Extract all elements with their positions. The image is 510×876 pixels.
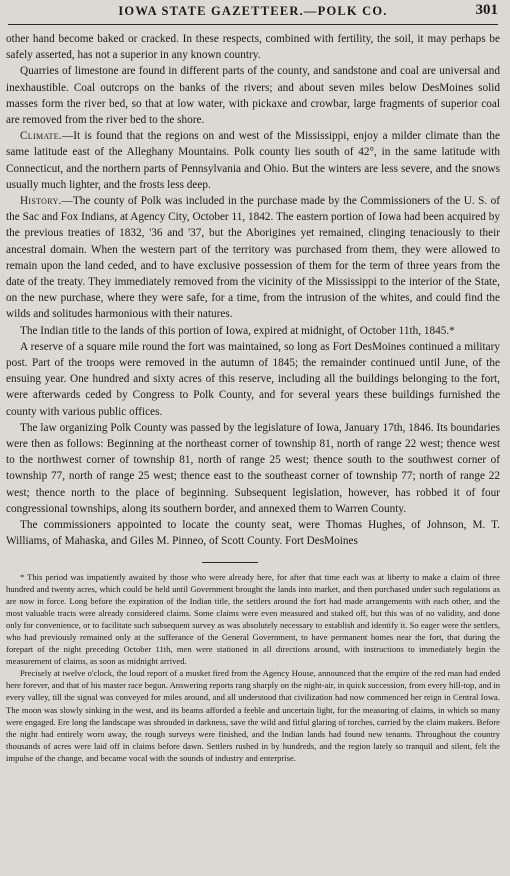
paragraph-text: —The county of Polk was included in the purchase made by the Commissioners of the U. S. of the Sac and Fox Indians, at Agency City, October 11, 1842. The eastern portion of Iowa had been acquired by the previous treaties of 1832, '36 and '37, but the Aborigines yet remained, clinging tenaciously to their ancestral domain. When the western part of the territory was purchased from them, they were allowed to remain upon the land ceded, and to have exclusive possession of them for the term of three years from the date of the treaty. They immediately removed from the vicinity of the Mississippi to the interior of the State, on the new purchase, where they were safe, for a time, from the intrusion of the whites, and could find the wilds and solitudes harmonious with their natures. bbox=[6, 195, 500, 321]
paragraph bbox=[6, 517, 500, 549]
paragraph-text: —It is found that the regions on and west of the Mississippi, enjoy a milder climate than the same latitude east of the Alleghany Mountains. Polk county lies south of 42°, in the same latitude with Connecticut, and the northern parts of Pennsylvania and Ohio. But the winters are less severe, and the snows usually much lighter, and the frosts less deep. bbox=[6, 130, 500, 191]
body-text bbox=[6, 31, 500, 550]
paragraph bbox=[6, 323, 500, 339]
paragraph bbox=[6, 339, 500, 420]
section-head-climate: Climate. bbox=[20, 130, 63, 143]
paragraph-text: Quarries of limestone are found in different parts of the county, and sandstone and coal are universal and inexhaustible. Coal outcrops on the banks of the rivers; and about seven miles below DesMoines solid masses form the river bed, so that at low water, with pickaxe and crowbar, large fragments of superior coal are removed from the river bed to the shore. bbox=[6, 65, 500, 127]
page-number: 301 bbox=[475, 2, 498, 18]
footnote: * This period was impatiently awaited by those who were already here, for after that time each was at liberty to make a claim of three hundred and twenty acres, which could be held until Government brought the lands into market, and then purchased under such regulations as are now in force. Long before the expiration of the Indian title, the settlers around the fort had made arrangements with each other, and the most valuable tracts were already considered claims. Some claims were even measured and staked off, but this was of no validity, and done only for convenience, or to facilitate such subsequent survey as was absolutely necessary to establish and identify it. So eager were the settlers, who had previously remained only at the sufferance of the General Government, to have permanent homes near the fort, that during the forepart of the night preceding October 11th, men were stationed in all directions around, with instructions to immediately begin the measurement of claims, as soon as midnight arrived. bbox=[6, 571, 500, 667]
paragraph-text: other hand become baked or cracked. In these respects, combined with fertility, the soil, it may perhaps be safely asserted, has not a superior in any known country. bbox=[6, 33, 500, 62]
footnotes bbox=[6, 571, 500, 765]
paragraph bbox=[6, 420, 500, 517]
footnote: Precisely at twelve o'clock, the loud report of a musket fired from the Agency House, announced that the empire of the red man had ended here forever, and that of his master race begun. Answering reports rang sharply on the night-air, in quick succession, from every hill-top, and in every valley, till the signal was conveyed for miles around, and all understood that civilization had now commenced her reign in Central Iowa. The moon was slowly sinking in the west, and its beams afforded a feeble and uncertain light, for the measuring of claims, in which so many were engaged. Ere long the landscape was shrouded in darkness, save the wild and fitful glaring of torches, carried by the claim makers. Before the night had entirely worn away, the rough surveys were finished, and the Indian lands had found new tenants. Throughout the country thousands of acres were laid off in claims before dawn. Settlers rushed in by hundreds, and the region lately so tranquil and silent, felt the impulse of the change, and became vocal with the sounds of industry and enterprise. bbox=[6, 668, 500, 763]
footnote-rule bbox=[202, 562, 258, 563]
paragraph-text: A reserve of a square mile round the fort was maintained, so long as Fort DesMoines continued a military post. Part of the troops were removed in the autumn of 1845; the remainder continued until June, of the ensuing year. One hundred and sixty acres of this reserve, including all the buildings belonging to the fort, were afterwards ceded by Congress to Polk County, and for several years these buildings furnished the county with various public offices. bbox=[6, 340, 500, 418]
running-header bbox=[8, 2, 498, 25]
header-title: IOWA STATE GAZETTEER.—POLK CO. bbox=[118, 4, 388, 18]
paragraph bbox=[6, 63, 500, 128]
section-head-history: History. bbox=[20, 195, 62, 208]
paragraph-text: The Indian title to the lands of this portion of Iowa, expired at midnight, of October 11th, 1845.* bbox=[20, 324, 455, 337]
paragraph-text: The law organizing Polk County was passed by the legislature of Iowa, January 17th, 1846. Its boundaries were then as follows: Beginning at the northeast corner of township 81, north of range 22 west; thence west to the northwest corner of township 81, north of range 25 west; thence south to the southwest corner of township 77, north of range 25 west; thence east to the southeast corner of township 77; north of range 22 west; thence north to the place of beginning. Subsequent legislation, however, has robbed it of four congressional townships, along its southern border, and annexed them to Warren County. bbox=[6, 421, 500, 515]
paragraph bbox=[6, 31, 500, 63]
paragraph bbox=[6, 128, 500, 193]
paragraph-text: The commissioners appointed to locate the county seat, were Thomas Hughes, of Johnson, M. T. Williams, of Mahaska, and Giles M. Pinneo, of Scott County. Fort DesMoines bbox=[6, 519, 500, 548]
paragraph bbox=[6, 193, 500, 323]
